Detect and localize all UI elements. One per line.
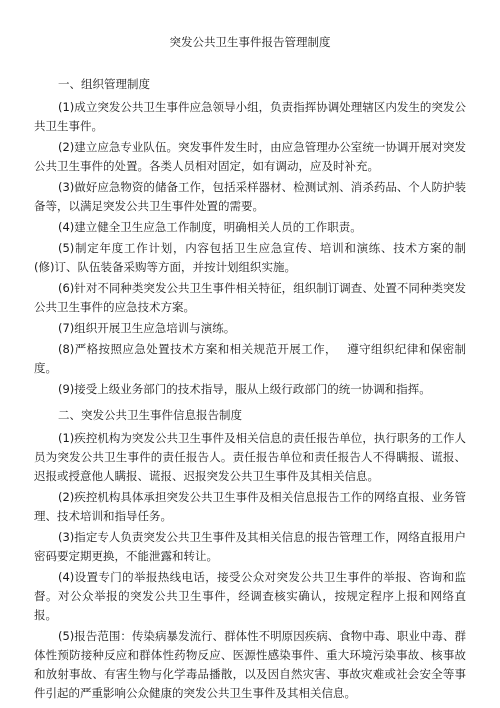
paragraph: (8)严格按照应急处置技术方案和相关规范开展工作， 遵守组织纪律和保密制度。 <box>34 342 466 375</box>
paragraph: (7)组织开展卫生应急培训与演练。 <box>58 321 236 335</box>
section-information-reporting <box>34 407 466 703</box>
paragraph: (1)成立突发公共卫生事件应急领导小组，负责指挥协调处理辖区内发生的突发公共卫生事件。 <box>34 100 466 133</box>
paragraph: (1)疾控机构为突发公共卫生事件及相关信息的责任报告单位，执行职务的工作人员为突发公共卫生事件的责任报告人。责任报告单位和责任报告人不得瞒报、谎报、迟报或授意他人瞒报、谎报、迟报突发公共卫生事件及其相关信息。 <box>34 431 466 483</box>
paragraph: (2)建立应急专业队伍。突发事件发生时，由应急管理办公室统一协调开展对突发公共卫生事件的处置。各类人员相对固定，如有调动，应及时补充。 <box>34 140 466 173</box>
document-title: 突发公共卫生事件报告管理制度 <box>169 35 331 49</box>
paragraph: (6)针对不同种类突发公共卫生事件相关特征，组织制订调查、处置不同种类突发公共卫生事件的应急技术方案。 <box>34 281 466 314</box>
paragraph: (9)接受上级业务部门的技术指导，服从上级行政部门的统一协调和指挥。 <box>58 382 431 396</box>
paragraph: (2)疾控机构具体承担突发公共卫生事件及相关信息报告工作的网络直报、业务管理、技术培训和指导任务。 <box>34 490 466 523</box>
paragraph: (3)做好应急物资的储备工作，包括采样器材、检测试剂、消杀药品、个人防护装备等，以满足突发公共卫生事件处置的需要。 <box>34 180 466 213</box>
paragraph: (5)报告范围：传染病暴发流行、群体性不明原因疾病、食物中毒、职业中毒、群体性预防接种反应和群体性药物反应、医源性感染事件、重大环境污染事故、核事故和放射事故、有害生物与化学毒品播散，以及因自然灾害、事故灾难或社会安全等事件引起的严重影响公众健康的突发公共卫生事件及其相关信息。 <box>34 629 466 700</box>
section-heading: 二、突发公共卫生事件信息报告制度 <box>58 408 242 422</box>
section-organization-management <box>34 76 489 399</box>
paragraph: (5)制定年度工作计划，内容包括卫生应急宣传、培训和演练、技术方案的制 (修)订、队伍装备采购等方面，并按计划组织实施。 <box>34 241 489 274</box>
section-heading: 一、组织管理制度 <box>58 77 150 91</box>
paragraph: (4)设置专门的举报热线电话，接受公众对突发公共卫生事件的举报、咨询和监督。对公众举报的突发公共卫生事件，经调查核实确认，按规定程序上报和网络直报。 <box>34 570 466 622</box>
paragraph: (4)建立健全卫生应急工作制度，明确相关人员的工作职责。 <box>58 220 362 234</box>
paragraph: (3)指定专人负责突发公共卫生事件及其相关信息的报告管理工作，网络直报用户密码要定期更换，不能泄露和转让。 <box>34 530 466 563</box>
